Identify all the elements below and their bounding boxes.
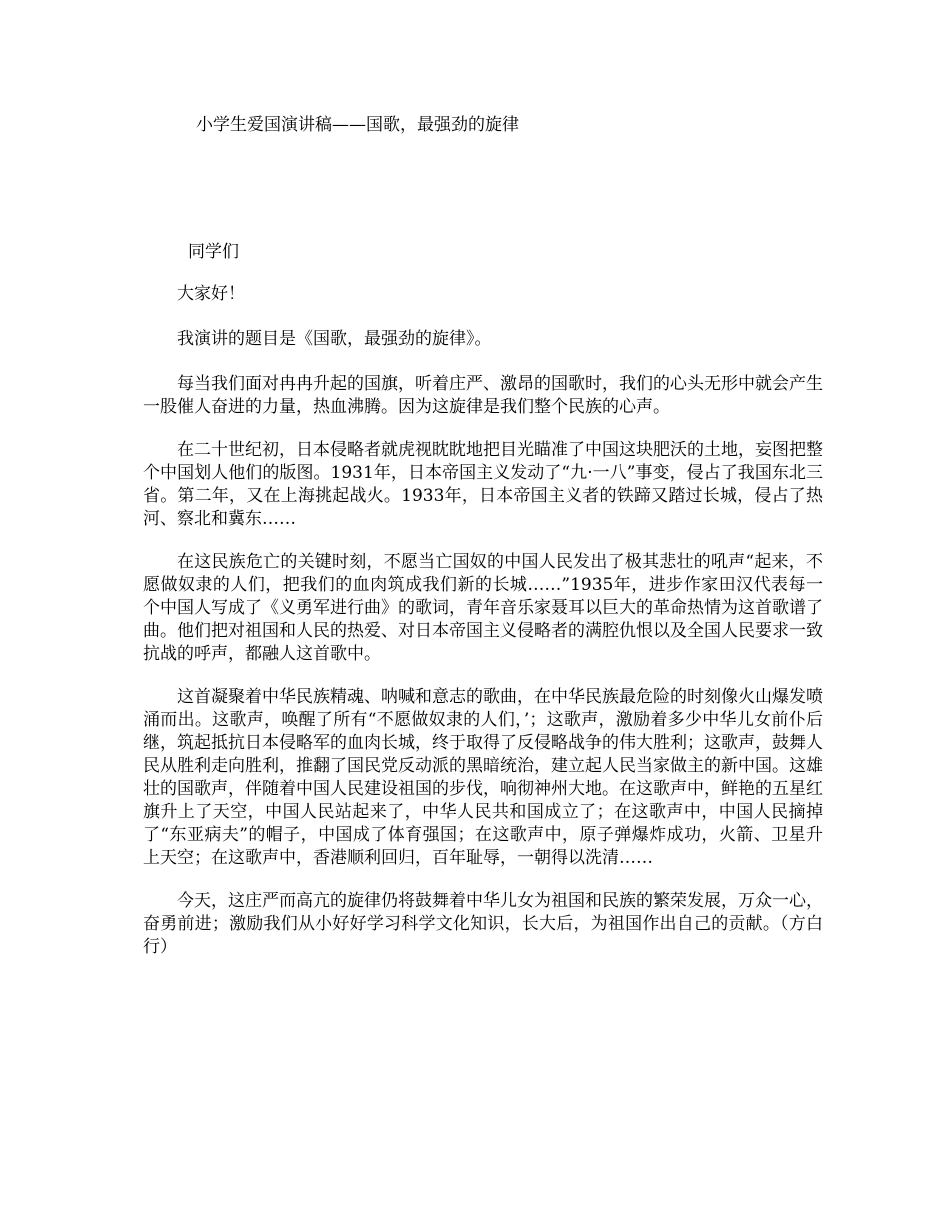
paragraph: 在这民族危亡的关键时刻，不愿当亡国奴的中国人民发出了极其悲壮的吼声“起来，不愿做奴隶的人们，把我们的血肉筑成我们新的长城……”1935年，进步作家田汉代表每一个中国人写成了《义勇军进行曲》的歌词，青年音乐家聂耳以巨大的革命热情为这首歌谱了曲。他们把对祖国和人民的热爱、对日本帝国主义侵略者的满腔仇恨以及全国人民要求一致抗战的呼声，都融人这首歌中。 <box>143 552 823 664</box>
paragraph: 这首凝聚着中华民族精魂、呐喊和意志的歌曲，在中华民族最危险的时刻像火山爆发喷涌而出。这歌声，唤醒了所有“不愿做奴隶的人们，’；这歌声，激励着多少中华儿女前仆后继，筑起抵抗日本侵略军的血肉长城，终于取得了反侵略战争的伟大胜利；这歌声，鼓舞人民从胜利走向胜利，推翻了国民党反动派的黑暗统治，建立起人民当家做主的新中国。这雄壮的国歌声，伴随着中国人民建设祖国的步伐，响彻神州大地。在这歌声中，鲜艳的五星红旗升上了天空，中国人民站起来了，中华人民共和国成立了；在这歌声中，中国人民摘掉了“东亚病夫”的帽子，中国成了体育强国；在这歌声中，原子弹爆炸成功，火箭、卫星升上天空；在这歌声中，香港顺利回归，百年耻辱，一朝得以洗清…… <box>143 687 823 868</box>
paragraph: 大家好！ <box>177 284 245 304</box>
paragraph: 在二十世纪初，日本侵略者就虎视眈眈地把目光瞄准了中国这块肥沃的土地，妄图把整个中国划人他们的版图。1931年，日本帝国主义发动了“九·一八”事变，侵占了我国东北三省。第二年，又在上海挑起战火。1933年，日本帝国主义者的铁蹄又踏过长城，侵占了热河、察北和冀东…… <box>143 440 823 529</box>
greeting: 同学们 <box>188 242 239 262</box>
document-body <box>143 283 823 979</box>
paragraph: 今天，这庄严而高亢的旋律仍将鼓舞着中华儿女为祖国和民族的繁荣发展，万众一心，奋勇前进；激励我们从小好好学习科学文化知识，长大后，为祖国作出自己的贡献。（方白行） <box>143 891 823 957</box>
paragraph: 我演讲的题目是《国歌，最强劲的旋律》。 <box>177 329 492 349</box>
document-title: 小学生爱国演讲稿——国歌，最强劲的旋律 <box>196 115 519 135</box>
paragraph: 每当我们面对冉冉升起的国旗，听着庄严、激昂的国歌时，我们的心头无形中就会产生一股催人奋进的力量，热血沸腾。因为这旋律是我们整个民族的心声。 <box>143 374 823 417</box>
